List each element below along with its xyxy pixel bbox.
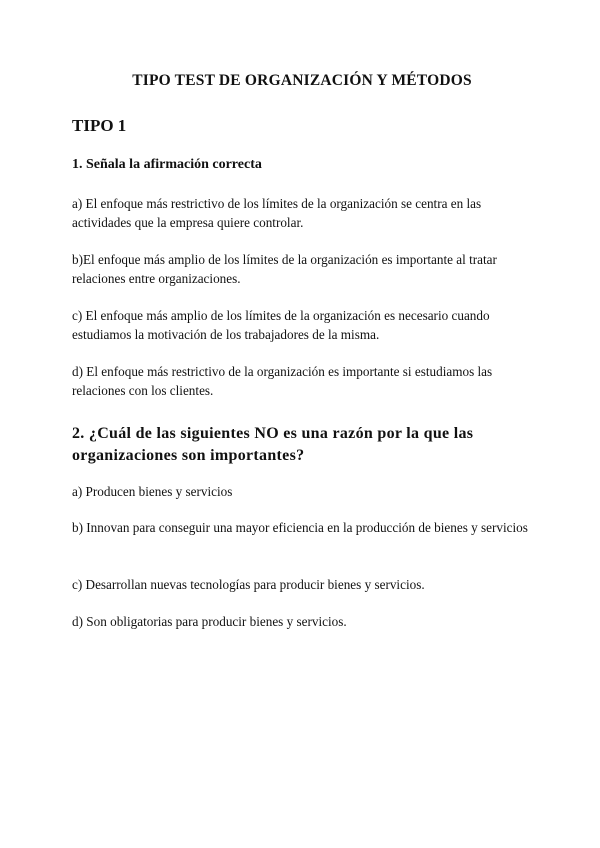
question-1-option-c: c) El enfoque más amplio de los límites de la organización es necesario cuando estudiamos la motivación de los trabajadores de la misma. [72,308,490,342]
question-2: 2. ¿Cuál de las siguientes NO es una razón por la que las organizaciones son importantes? [72,425,474,464]
question-1-option-a: a) El enfoque más restrictivo de los límites de la organización se centra en las actividades que la empresa quiere controlar. [72,196,482,230]
question-1-option-d: d) El enfoque más restrictivo de la organización es importante si estudiamos las relaciones con los clientes. [72,364,493,398]
question-2-option-b: b) Innovan para conseguir una mayor eficiencia en la producción de bienes y servicios [72,520,528,535]
question-1: 1. Señala la afirmación correcta [72,157,262,172]
question-2-option-d: d) Son obligatorias para producir bienes y servicios. [72,614,347,629]
question-2-option-a: a) Producen bienes y servicios [72,484,233,499]
question-2-option-c: c) Desarrollan nuevas tecnologías para producir bienes y servicios. [72,577,425,592]
section-title: TIPO 1 [72,116,127,135]
document-title: TIPO TEST DE ORGANIZACIÓN Y MÉTODOS [132,72,472,89]
question-1-option-b: b)El enfoque más amplio de los límites de la organización es importante al tratar relaciones entre organizaciones. [72,252,497,286]
